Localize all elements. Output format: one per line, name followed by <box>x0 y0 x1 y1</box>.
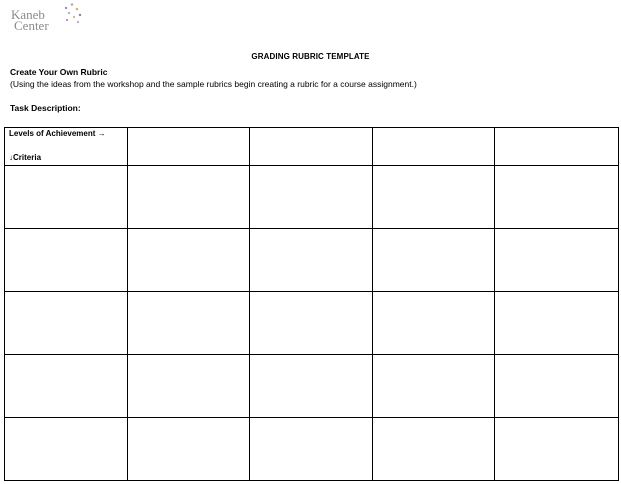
rubric-row <box>5 355 619 418</box>
rubric-cell[interactable] <box>250 292 373 355</box>
rubric-cell[interactable] <box>373 229 495 292</box>
logo-text-line2: Center <box>14 18 49 33</box>
rubric-cell[interactable] <box>373 418 495 481</box>
rubric-cell[interactable] <box>373 166 495 229</box>
criteria-cell[interactable] <box>5 292 128 355</box>
rubric-row <box>5 166 619 229</box>
logo-dots-icon <box>56 2 86 32</box>
rubric-cell[interactable] <box>128 166 250 229</box>
rubric-cell[interactable] <box>495 166 619 229</box>
rubric-cell[interactable] <box>495 229 619 292</box>
rubric-cell[interactable] <box>495 355 619 418</box>
rubric-cell[interactable] <box>128 355 250 418</box>
criteria-cell[interactable] <box>5 166 128 229</box>
logo-text-line1: Kaneb <box>11 7 45 22</box>
rubric-row <box>5 418 619 481</box>
rubric-cell[interactable] <box>128 292 250 355</box>
rubric-corner-cell <box>5 128 128 166</box>
rubric-cell[interactable] <box>373 355 495 418</box>
rubric-header-row <box>5 128 619 166</box>
rubric-cell[interactable] <box>373 292 495 355</box>
rubric-table <box>4 127 619 481</box>
instructions-text: (Using the ideas from the workshop and the sample rubrics begin creating a rubric for a course assignment.) <box>10 79 417 89</box>
kaneb-center-logo <box>10 2 82 36</box>
rubric-row <box>5 292 619 355</box>
rubric-cell[interactable] <box>495 292 619 355</box>
level-header-cell[interactable] <box>128 128 250 166</box>
rubric-row <box>5 229 619 292</box>
section-heading: Create Your Own Rubric <box>10 67 108 77</box>
page-title: GRADING RUBRIC TEMPLATE <box>251 52 370 61</box>
level-header-cell[interactable] <box>373 128 495 166</box>
rubric-cell[interactable] <box>128 229 250 292</box>
rubric-cell[interactable] <box>250 355 373 418</box>
rubric-cell[interactable] <box>495 418 619 481</box>
levels-of-achievement-label: Levels of Achievement → <box>9 129 106 138</box>
rubric-cell[interactable] <box>250 229 373 292</box>
criteria-cell[interactable] <box>5 355 128 418</box>
level-header-cell[interactable] <box>495 128 619 166</box>
rubric-cell[interactable] <box>250 418 373 481</box>
task-description-label: Task Description: <box>10 103 81 113</box>
criteria-cell[interactable] <box>5 229 128 292</box>
criteria-cell[interactable] <box>5 418 128 481</box>
rubric-cell[interactable] <box>250 166 373 229</box>
criteria-label: ↓Criteria <box>9 153 42 162</box>
level-header-cell[interactable] <box>250 128 373 166</box>
rubric-cell[interactable] <box>128 418 250 481</box>
